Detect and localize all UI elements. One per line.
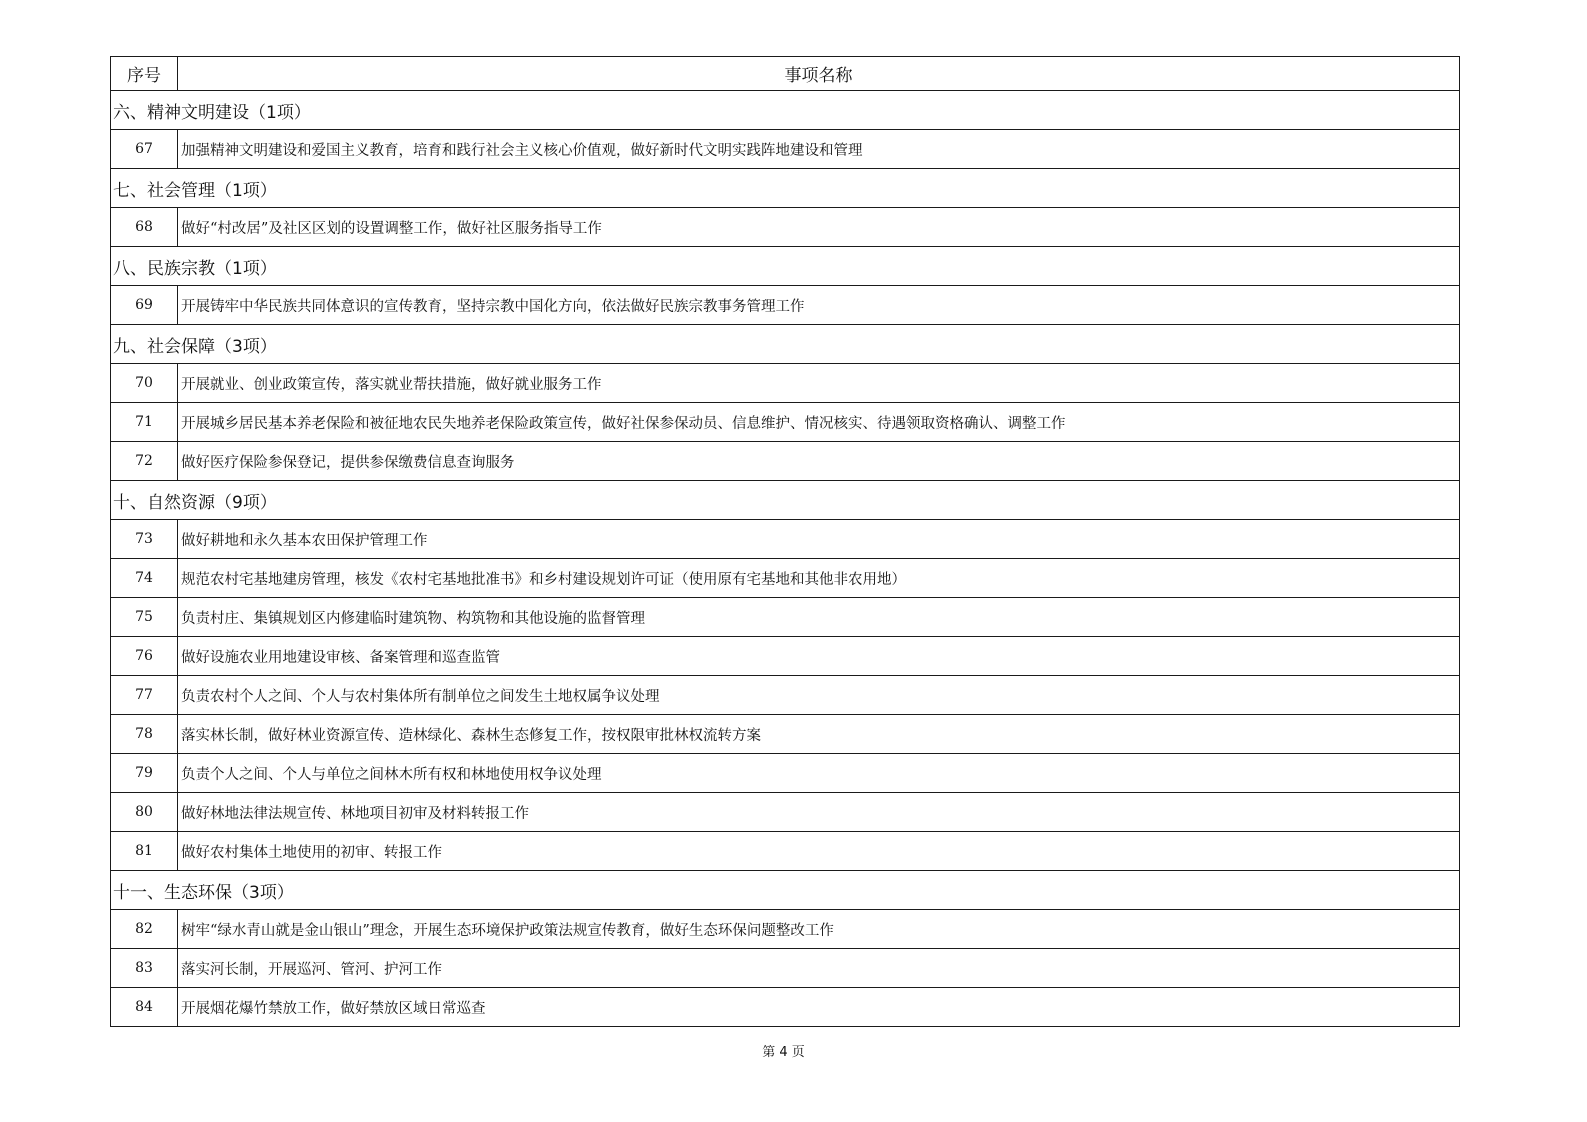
header-item-name: 事项名称 [178,57,1460,91]
item-name: 做好医疗保险参保登记，提供参保缴费信息查询服务 [178,442,1460,481]
item-number: 68 [111,208,178,247]
category-row [111,481,1460,520]
item-name: 做好农村集体土地使用的初审、转报工作 [178,832,1460,871]
item-name: 开展铸牢中华民族共同体意识的宣传教育，坚持宗教中国化方向，依法做好民族宗教事务管理工作 [178,286,1460,325]
item-name: 树牢“绿水青山就是金山银山”理念，开展生态环境保护政策法规宣传教育，做好生态环保问题整改工作 [178,910,1460,949]
table-row [111,442,1460,481]
item-name: 开展就业、创业政策宣传，落实就业帮扶措施，做好就业服务工作 [178,364,1460,403]
item-number: 71 [111,403,178,442]
table-row [111,364,1460,403]
category-title: 七、社会管理（1项） [111,169,1460,208]
table-row [111,676,1460,715]
item-name: 开展烟花爆竹禁放工作，做好禁放区域日常巡查 [178,988,1460,1027]
header-serial-number: 序号 [111,57,178,91]
category-title: 十一、生态环保（3项） [111,871,1460,910]
item-number: 78 [111,715,178,754]
item-number: 80 [111,793,178,832]
item-number: 72 [111,442,178,481]
item-number: 67 [111,130,178,169]
item-number: 77 [111,676,178,715]
category-row [111,871,1460,910]
table-header-row [111,57,1460,91]
table-row [111,988,1460,1027]
item-name: 做好林地法律法规宣传、林地项目初审及材料转报工作 [178,793,1460,832]
table-row [111,208,1460,247]
item-number: 74 [111,559,178,598]
category-title: 六、精神文明建设（1项） [111,91,1460,130]
table-row [111,130,1460,169]
table-row [111,754,1460,793]
table-row [111,598,1460,637]
category-title: 十、自然资源（9项） [111,481,1460,520]
item-name: 负责个人之间、个人与单位之间林木所有权和林地使用权争议处理 [178,754,1460,793]
item-number: 84 [111,988,178,1027]
item-name: 开展城乡居民基本养老保险和被征地农民失地养老保险政策宣传，做好社保参保动员、信息维护、情况核实、待遇领取资格确认、调整工作 [178,403,1460,442]
table-row [111,832,1460,871]
item-number: 76 [111,637,178,676]
table-row [111,559,1460,598]
item-number: 81 [111,832,178,871]
item-name: 做好耕地和永久基本农田保护管理工作 [178,520,1460,559]
item-number: 69 [111,286,178,325]
item-number: 70 [111,364,178,403]
table-row [111,637,1460,676]
category-row [111,325,1460,364]
category-row [111,169,1460,208]
page-number: 第 4 页 [762,1045,805,1060]
item-number: 79 [111,754,178,793]
table-row [111,286,1460,325]
table-row [111,949,1460,988]
item-name: 规范农村宅基地建房管理，核发《农村宅基地批准书》和乡村建设规划许可证（使用原有宅基地和其他非农用地） [178,559,1460,598]
table-row [111,910,1460,949]
item-number: 83 [111,949,178,988]
table-row [111,715,1460,754]
item-name: 负责村庄、集镇规划区内修建临时建筑物、构筑物和其他设施的监督管理 [178,598,1460,637]
item-name: 做好“村改居”及社区区划的设置调整工作，做好社区服务指导工作 [178,208,1460,247]
category-title: 八、民族宗教（1项） [111,247,1460,286]
item-name: 落实河长制，开展巡河、管河、护河工作 [178,949,1460,988]
table-row [111,403,1460,442]
table-row [111,520,1460,559]
item-name: 负责农村个人之间、个人与农村集体所有制单位之间发生土地权属争议处理 [178,676,1460,715]
category-row [111,247,1460,286]
category-row [111,91,1460,130]
item-name: 加强精神文明建设和爱国主义教育，培育和践行社会主义核心价值观，做好新时代文明实践阵地建设和管理 [178,130,1460,169]
item-number: 82 [111,910,178,949]
category-title: 九、社会保障（3项） [111,325,1460,364]
item-name: 做好设施农业用地建设审核、备案管理和巡查监管 [178,637,1460,676]
item-number: 73 [111,520,178,559]
item-number: 75 [111,598,178,637]
items-table [110,56,1460,1027]
item-name: 落实林长制，做好林业资源宣传、造林绿化、森林生态修复工作，按权限审批林权流转方案 [178,715,1460,754]
table-row [111,793,1460,832]
